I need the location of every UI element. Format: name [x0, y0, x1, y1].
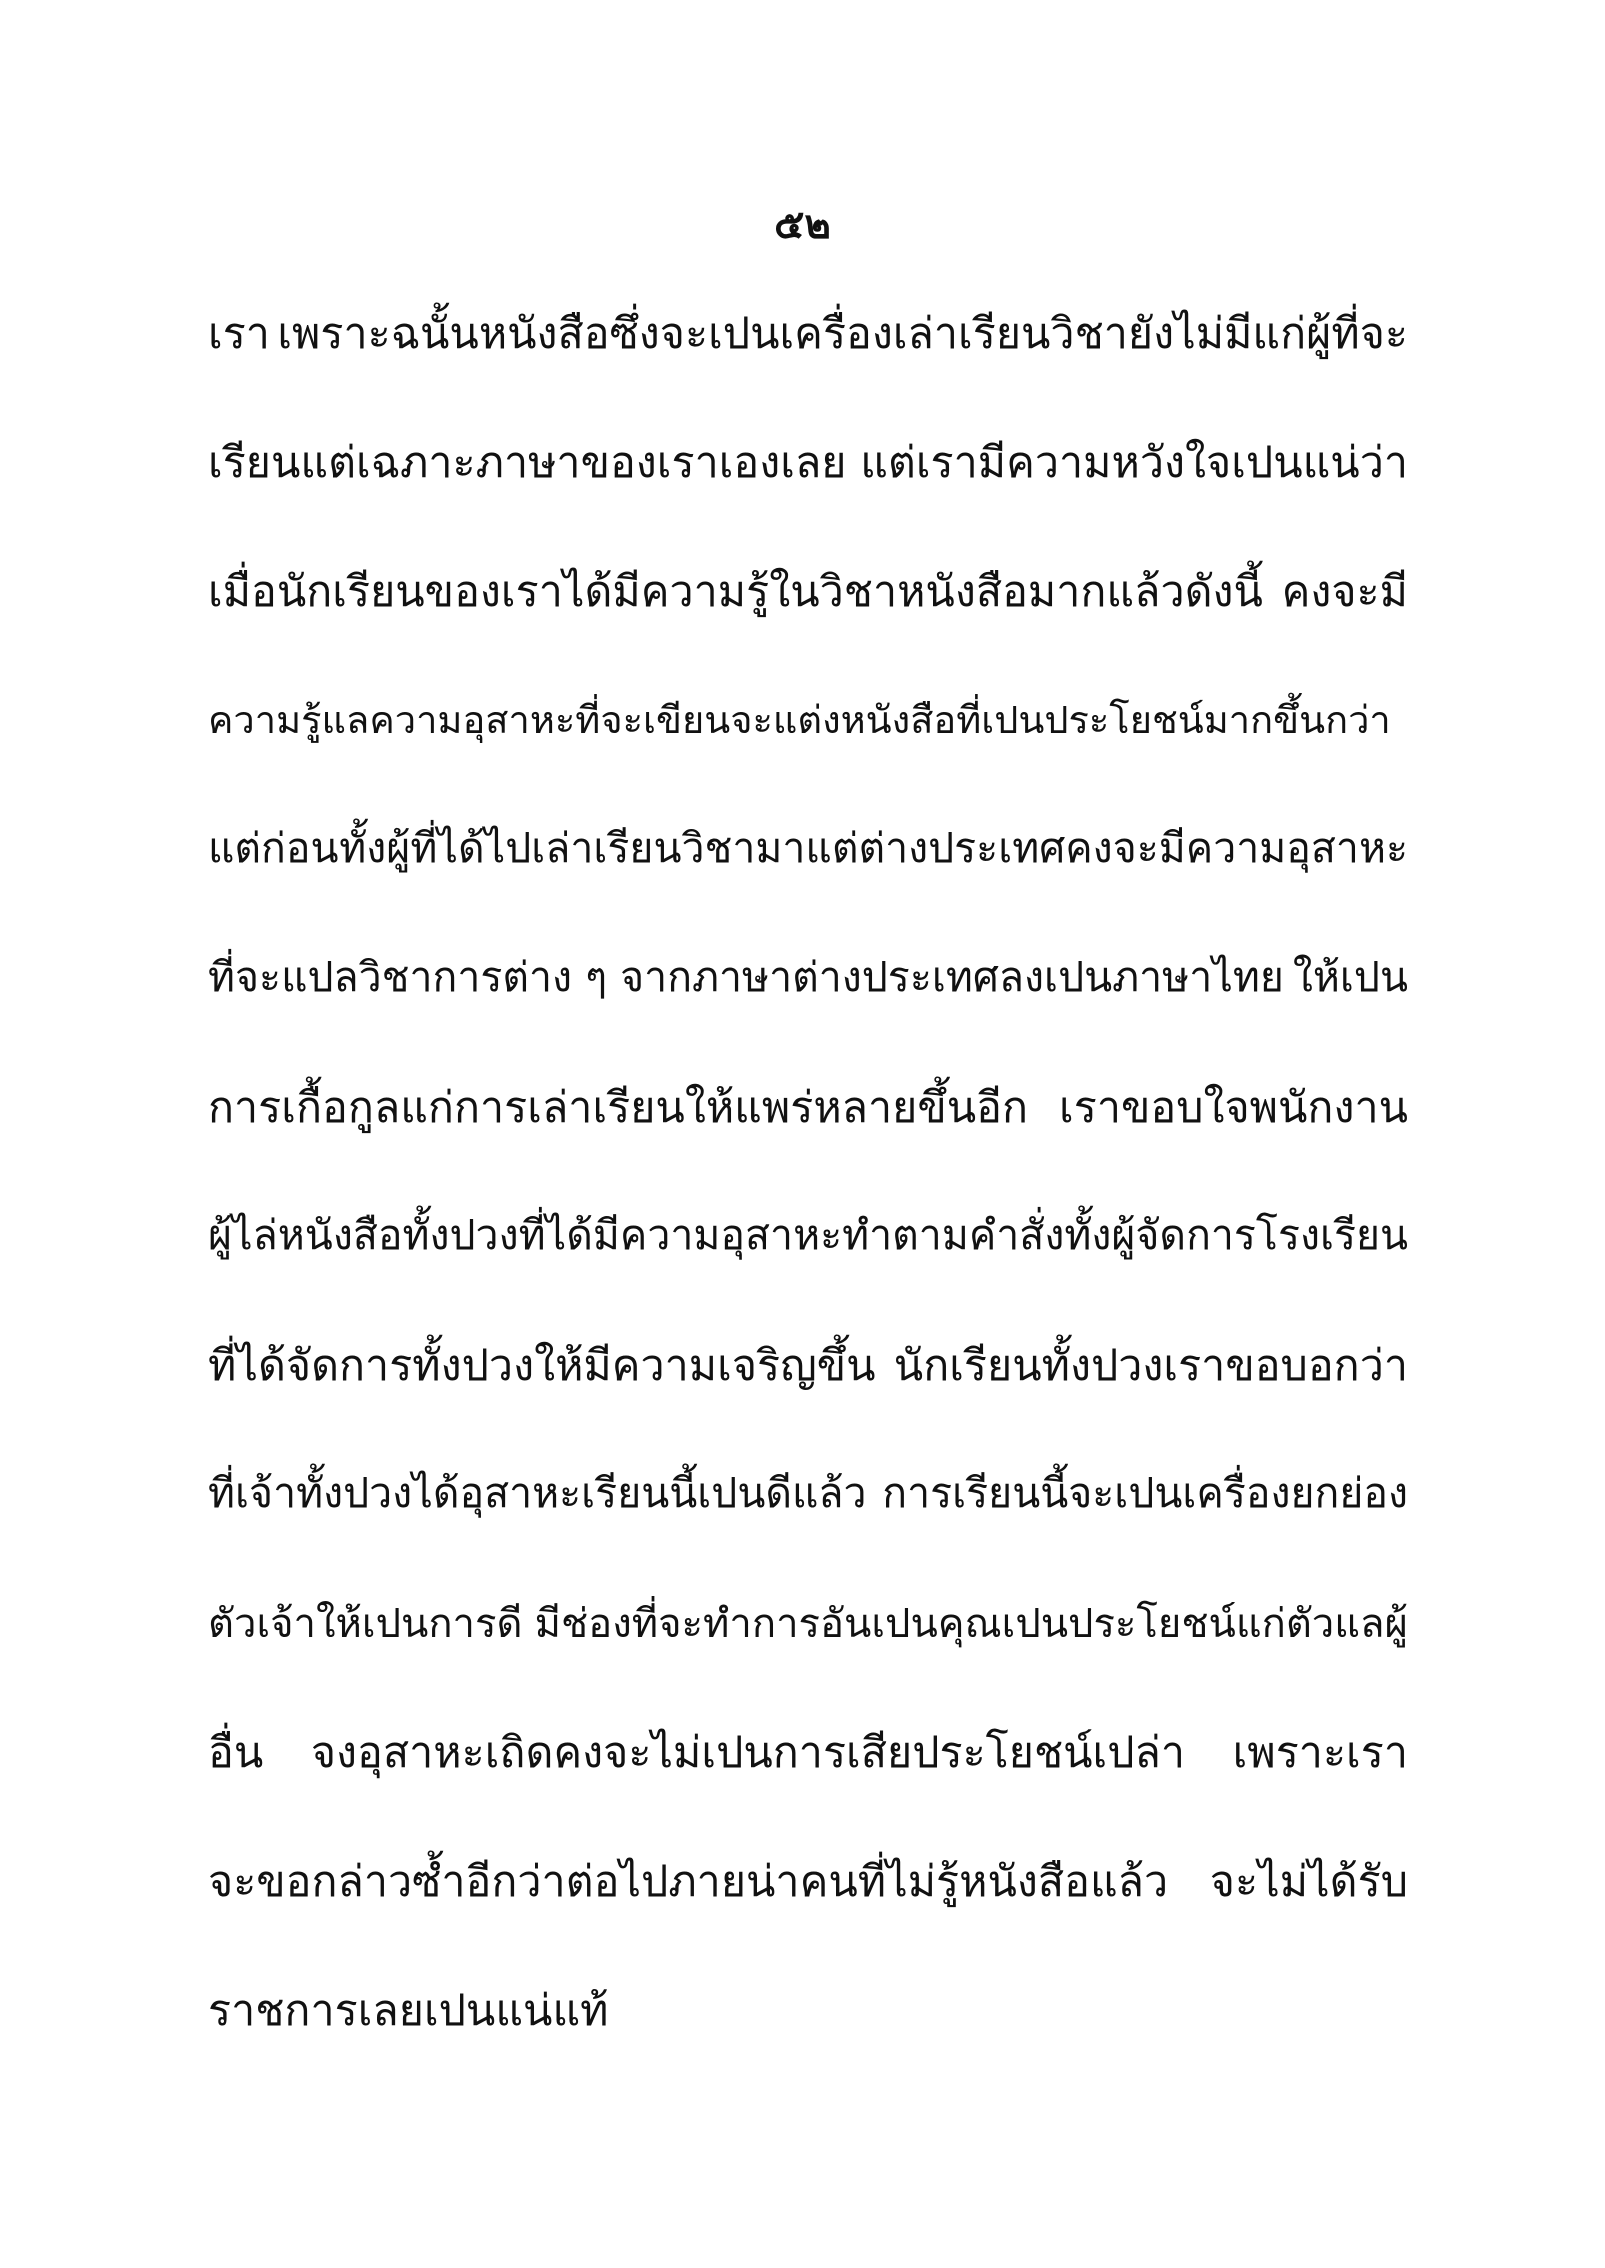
text-line: [208, 655, 1408, 784]
text-line: [208, 1429, 1408, 1558]
text-line: [208, 1171, 1408, 1300]
body-text: [208, 268, 1408, 2074]
line-segment: ที่เจ้าทั้งปวงได้อุสาหะเรียนนี้เปนดีแล้ว: [208, 1469, 867, 1517]
line-segment: การเกื้อกูลแก่การเล่าเรียนให้แพร่หลายขึ้นอีก: [208, 1082, 1029, 1133]
page-number: ๕๒: [774, 201, 831, 248]
line-segment: คงจะมี: [1281, 566, 1408, 617]
text-line: [208, 397, 1408, 526]
text-line: [208, 268, 1408, 397]
line-segment: ผู้ไล่หนังสือทั้งปวง: [208, 1211, 519, 1259]
text-line: [208, 526, 1408, 655]
text-line: [208, 1300, 1408, 1429]
text-line: [208, 1816, 1408, 1945]
line-segment: ทั้งผู้ที่ได้ไปเล่าเรียนวิชามาแต่ต่างประเทศคงจะมีความอุสาหะ: [339, 824, 1408, 872]
text-line: [208, 1687, 1408, 1816]
line-segment: จงอุสาหะเถิดคงจะไม่เปนการเสียประโยชน์เปล่า: [310, 1727, 1186, 1778]
line-segment: ทั้งผู้จัดการโรงเรียน: [1064, 1211, 1409, 1259]
line-segment: เพราะฉนั้นหนังสือซึ่งจะเปนเครื่องเล่าเรียนวิชายังไม่มีแก่ผู้ที่จะ: [277, 308, 1408, 359]
text-line: [208, 784, 1408, 913]
line-segment: แต่เรามีความหวังใจเปนแน่ว่า: [860, 437, 1408, 488]
line-segment: ที่จะแปลวิชาการต่าง ๆ จากภาษาต่างประเทศลงเปนภาษาไทย: [208, 953, 1284, 1001]
text-line: [208, 1042, 1408, 1171]
text-line: [208, 1558, 1408, 1687]
line-segment: นักเรียนทั้งปวงเราขอบอกว่า: [893, 1340, 1408, 1391]
text-line: [208, 913, 1408, 1042]
line-segment: ให้เปน: [1292, 953, 1408, 1001]
line-segment: อื่น: [208, 1727, 264, 1778]
line-segment: ราชการเลยเปนแน่แท้: [208, 1985, 609, 2036]
line-segment: เมื่อนักเรียนของเราได้มีความรู้ในวิชาหนังสือมากแล้วดังนี้: [208, 566, 1263, 617]
line-segment: เพราะเรา: [1232, 1727, 1408, 1778]
line-segment: การเรียนนี้จะเปนเครื่องยกย่อง: [882, 1469, 1408, 1517]
line-segment: แต่ก่อน: [208, 824, 339, 872]
line-segment: จะไม่ได้รับ: [1209, 1856, 1408, 1907]
line-segment: ที่ได้มีความอุสาหะทำตามคำสั่ง: [518, 1211, 1065, 1259]
text-line: [208, 1945, 1408, 2074]
line-segment: เรียนแต่เฉภาะภาษาของเราเองเลย: [208, 437, 847, 488]
line-segment: มีช่องที่จะทำการอันเปนคุณเปนประโยชน์แก่ตัวแลผู้: [534, 1600, 1408, 1647]
line-segment: เราขอบใจพนักงาน: [1059, 1082, 1408, 1133]
line-segment: ตัวเจ้าให้เปนการดี: [208, 1600, 523, 1647]
line-segment: เรา: [208, 308, 270, 359]
line-segment: ที่ได้จัดการทั้งปวงให้มีความเจริญขึ้น: [208, 1340, 876, 1391]
line-segment: จะขอกล่าวซ้ำอีกว่าต่อไปภายน่าคนที่ไม่รู้หนังสือแล้ว: [208, 1856, 1169, 1907]
line-segment: ความรู้แลความอุสาหะที่จะเขียนจะแต่งหนังสือที่เปนประโยชน์มากขึ้นกว่า: [208, 698, 1391, 742]
